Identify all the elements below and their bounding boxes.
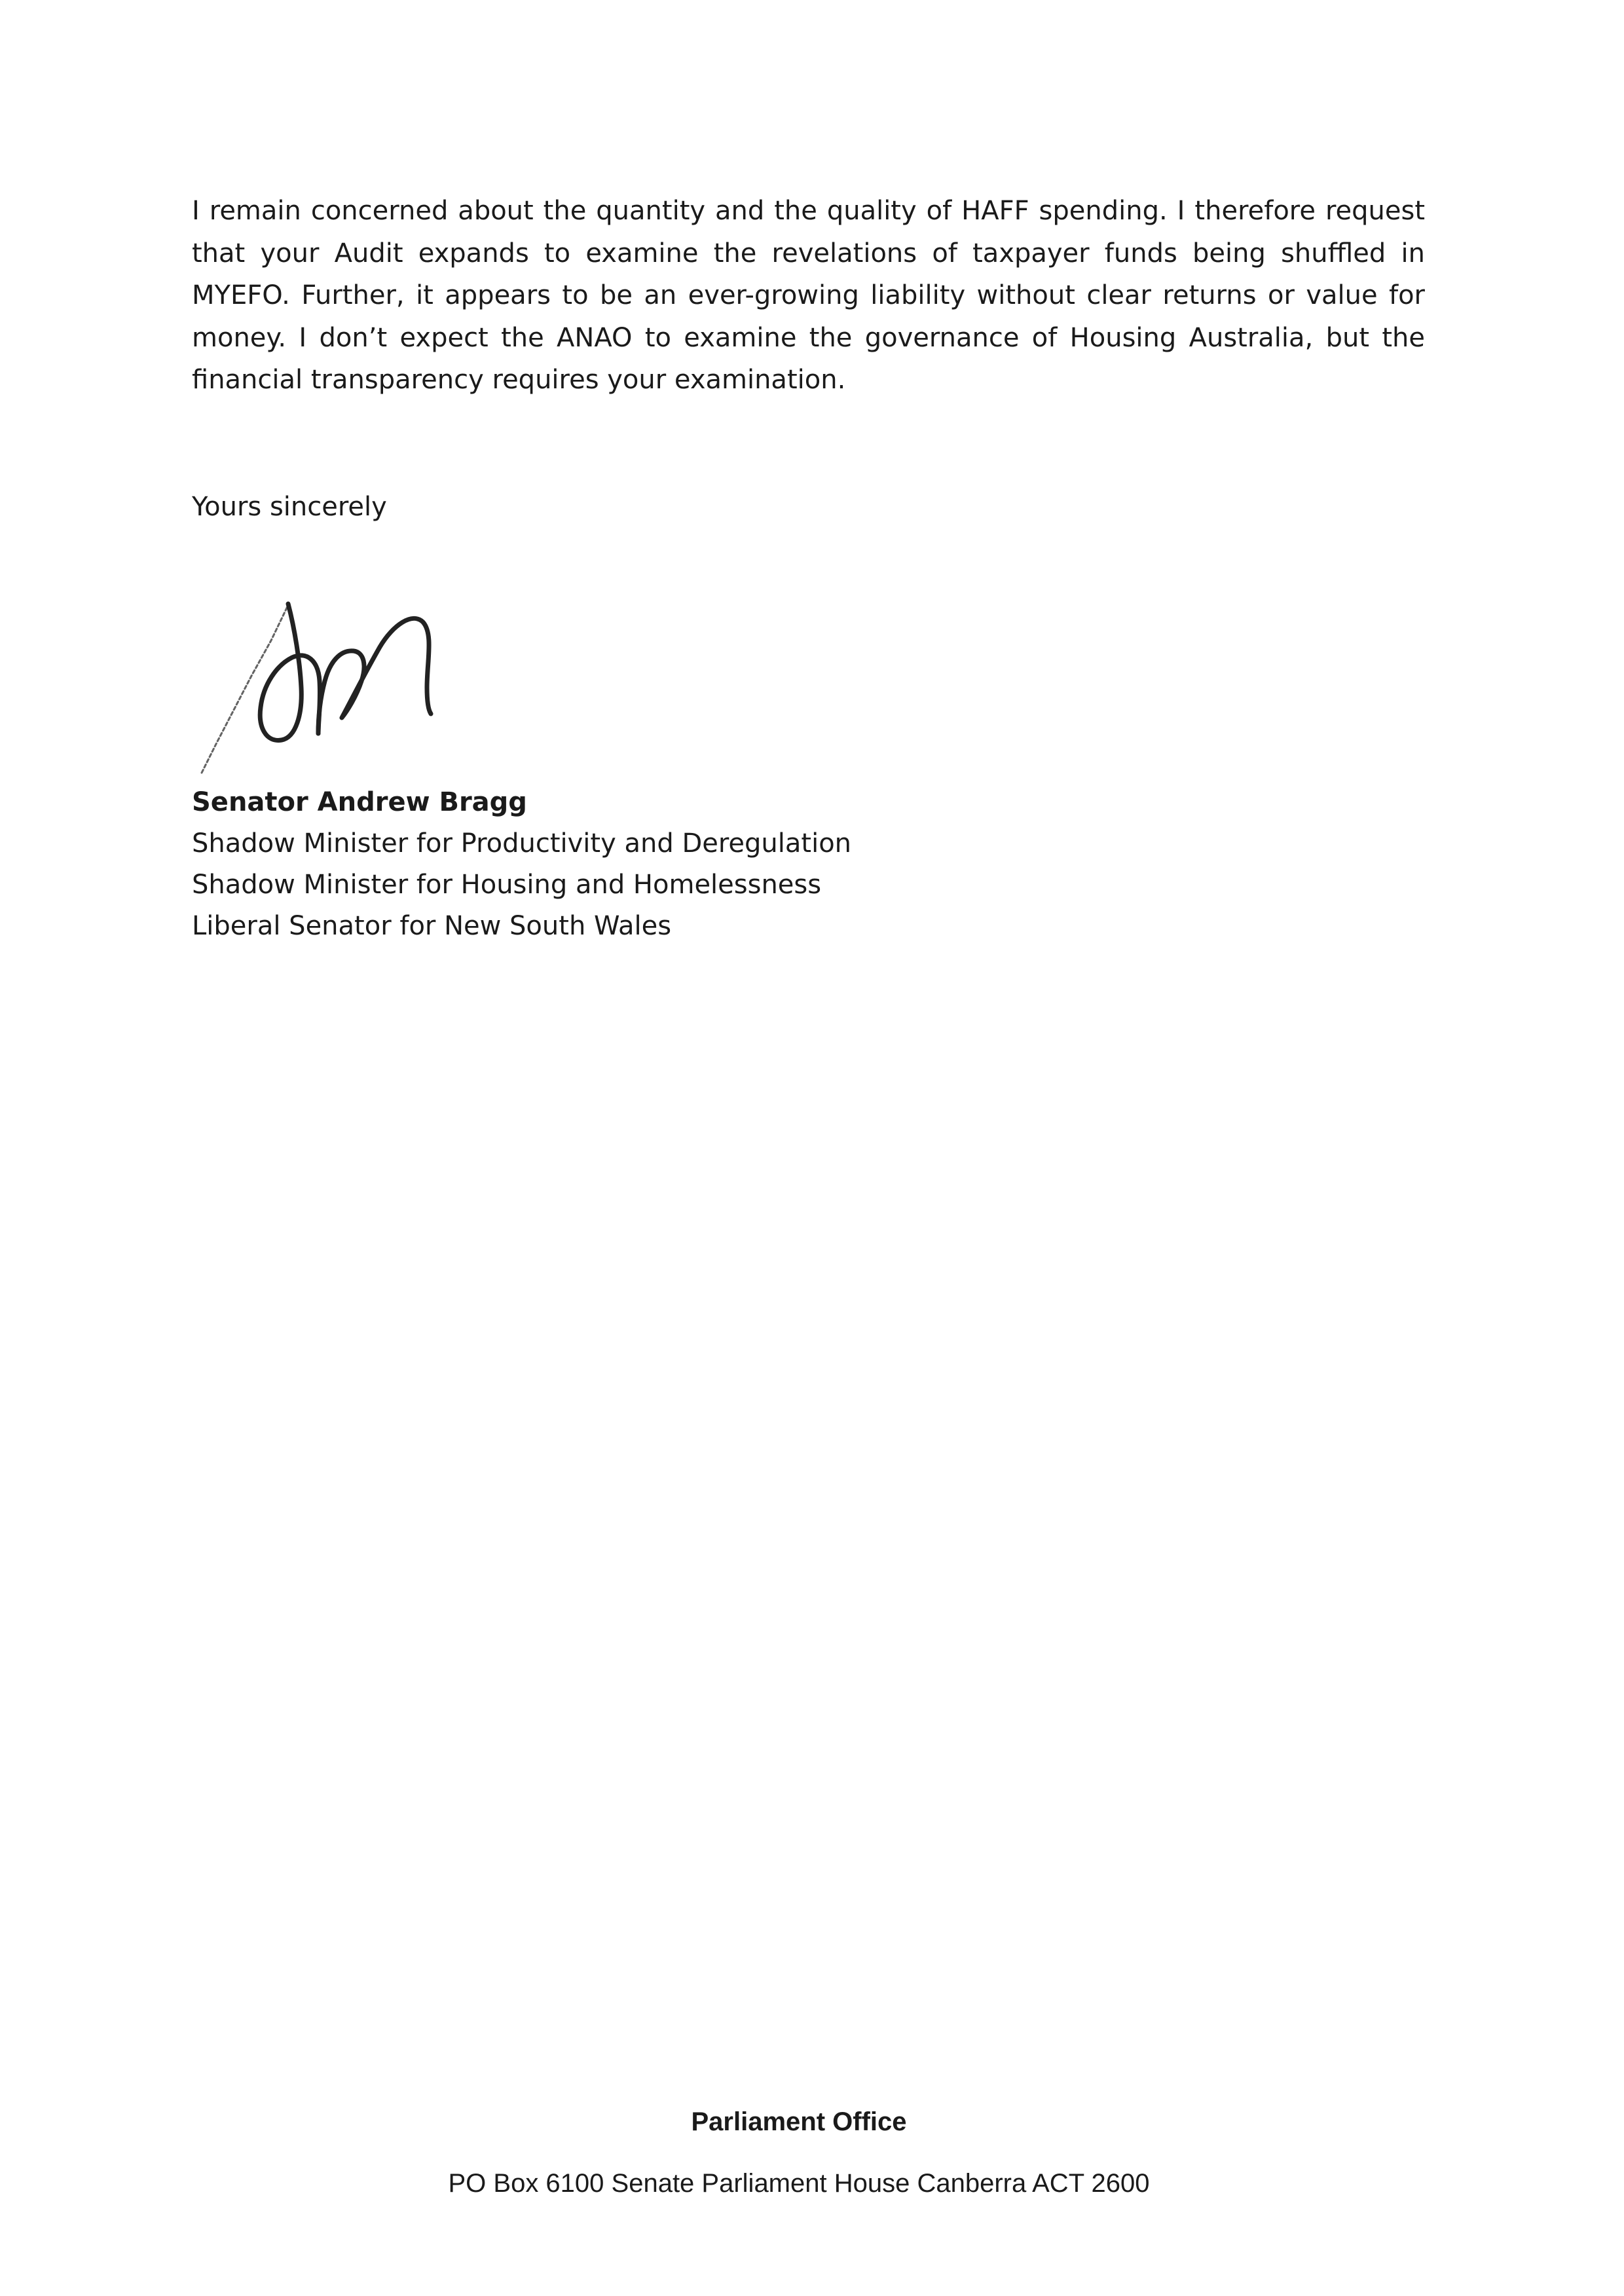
signatory-name: Senator Andrew Bragg	[192, 787, 527, 817]
handwritten-signature	[190, 589, 465, 779]
footer-office: Parliament Office	[691, 2107, 907, 2136]
signatory-title: Liberal Senator for New South Wales	[192, 911, 672, 941]
signature-block	[192, 782, 851, 947]
signatory-title: Shadow Minister for Housing and Homelessness	[192, 870, 822, 900]
closing-salutation: Yours sincerely	[192, 492, 387, 522]
body-paragraph: I remain concerned about the quantity and the quality of HAFF spending. I therefore request that your Audit expands to examine the revelations of taxpayer funds being shuffled in MYEFO. Further, it appears to be an ever-growing liability without clear returns or value for money. I don’t expect the ANAO to examine the governance of Housing Australia, but the financial transparency requires your examination.	[192, 196, 1425, 395]
footer-address: PO Box 6100 Senate Parliament House Canberra ACT 2600	[448, 2169, 1150, 2198]
signatory-title: Shadow Minister for Productivity and Deregulation	[192, 828, 852, 859]
